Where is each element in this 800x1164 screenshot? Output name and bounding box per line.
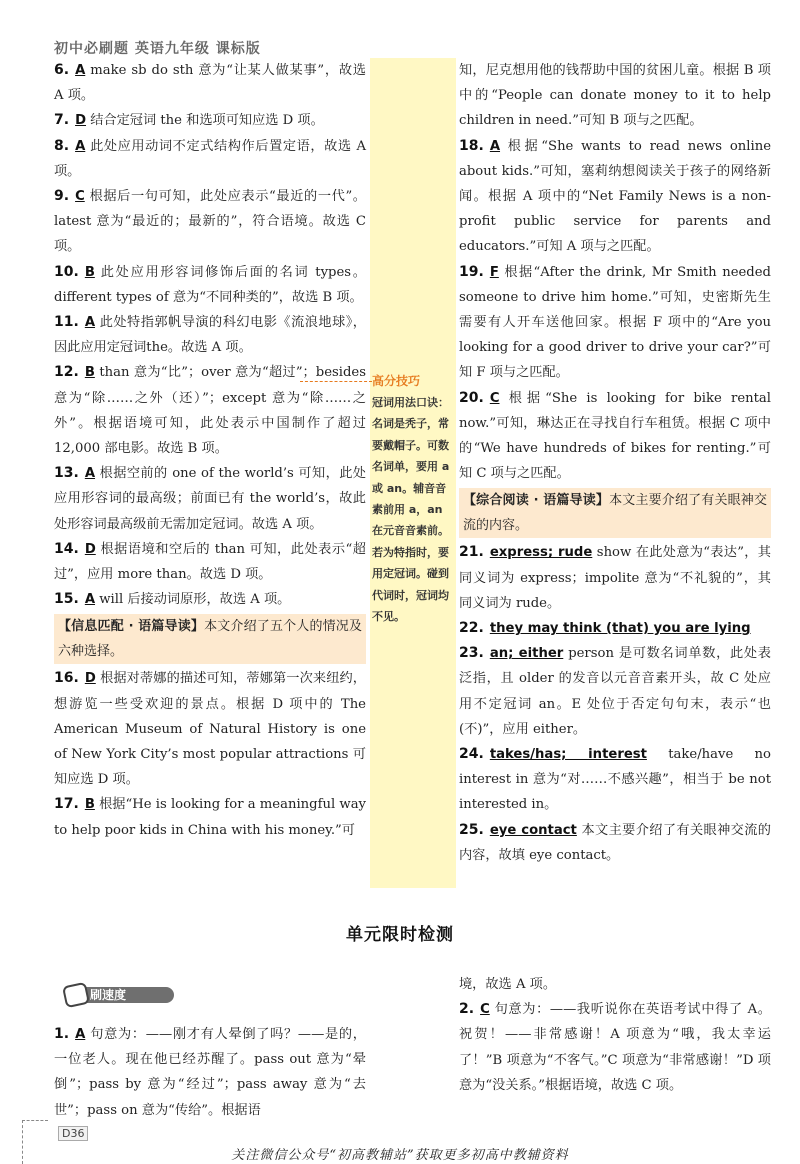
item-explanation: 根据语境和空后的 than 可知，此处表示“超过”，应用 more than。故选 D 项。 [54,541,366,583]
item-answer: A [84,466,96,482]
item-explanation: person 是可数名词单数，此处表泛指，且 older 的发音以元音音素开头，故 C 处应用不定冠词 an。E 处位于否定句句末，表示“也(不)”，应用 either。 [459,646,771,737]
item-answer: express; rude [489,545,593,561]
section-title: 单元限时检测 [346,925,454,945]
item-number: 16. [54,670,79,687]
answer-list [459,540,771,868]
item-explanation: 此处应用动词不定式结构作后置定语，故选 A 项。 [54,138,366,179]
continued-text: 境，故选 A 项。 [459,977,557,992]
item-explanation: than 意为“比”；over 意为“超过”；besides 意为“除……之外（还）”；except 意为“除……之外”。根据语境可知，此处表示中国制作了超过 12,000 部电影。故选 B 项。 [54,365,366,457]
item-answer: D [75,113,87,129]
item-number: 2. [459,1001,475,1018]
answer-item [459,386,771,487]
item-explanation: 根据对蒂娜的描述可知，蒂娜第一次来纽约，想游览一些受欢迎的景点。根据 D 项中的 The American Museum of Natural History is one of New York City’s most popular attractions 可知应选 D 项。 [54,671,366,788]
answer-item [54,108,366,133]
item-answer: A [75,1027,86,1042]
item-answer: A [84,592,96,608]
answer-item [459,997,771,1098]
answer-item [54,666,366,792]
answer-item [54,587,366,612]
item-explanation: 根据“He is looking for a meaningful way to help poor kids in China with his money.”可 [54,797,367,838]
item-explanation: will 后接动词原形，故选 A 项。 [99,592,291,608]
section-header [459,488,771,538]
item-answer: B [84,365,95,381]
continued-text: 知，尼克想用他的钱帮助中国的贫困儿童。根据 B 项中的“People can donate money to it to help children in need.”可知 B 项与之匹配。 [459,63,771,129]
answer-item [459,818,771,868]
item-explanation: 本文主要介绍了有关眼神交流的内容，故填 eye contact。 [459,822,771,863]
item-number: 13. [54,465,79,482]
left-column [54,58,366,843]
bottom-right-column [459,972,771,1098]
item-explanation: 根据“She is looking for bike rental now.”可知，琳达正在寻找自行车租赁。根据 C 项中的“We have hundreds of bikes for renting.”可知 C 项与之匹配。 [459,390,771,482]
answer-item [459,616,771,641]
tip-text: 冠词用法口诀：名词是秃子，常要戴帽子。可数名词单，要用 a 或 an。辅音音素前用 a，an 在元音音素前。若为特指时，要用定冠词。碰到代词时，冠词均不见。 [372,396,450,624]
item-number: 15. [54,591,79,608]
answer-list [459,134,771,487]
section-text: 本文介绍了五个人的情况及六种选择。 [58,619,362,660]
item-answer: eye contact [489,822,577,838]
answer-item [459,134,771,260]
item-answer: A [489,138,501,154]
item-number: 12. [54,364,79,381]
answer-item [54,184,366,260]
item-number: 9. [54,188,70,205]
speed-badge [56,984,174,1006]
item-number: 19. [459,263,484,280]
item-number: 7. [54,112,70,129]
bottom-left-column [54,1022,366,1123]
item-answer: B [84,797,95,813]
page-number: D36 [58,1126,88,1141]
item-number: 6. [54,62,70,78]
item-number: 1. [54,1026,70,1042]
item-number: 11. [54,314,79,331]
answer-item [54,1022,366,1123]
answer-item [54,310,366,360]
item-number: 10. [54,263,79,280]
answer-item [54,461,366,537]
item-explanation: 根据后一句可知，此处应表示“最近的一代”。latest 意为“最近的；最新的”，符合语境。故选 C 项。 [54,189,366,255]
tip-label: 高分技巧 [372,374,421,388]
item-answer: F [489,264,499,280]
item-number: 22. [459,620,484,637]
item-answer: A [75,138,86,154]
item-explanation: 此处应用形容词修饰后面的名词 types。different types of 意为“不同种类的”，故选 B 项。 [54,264,366,305]
pencil-icon [62,982,90,1009]
item-explanation: 句意为：——我听说你在英语考试中得了 A。祝贺！——非常感谢！A 项意为“哦，我太幸运了！”B 项意为“不客气。”C 项意为“非常感谢！”D 项意为“没关系。”根据语境，故选 C 项。 [459,1002,771,1093]
item-number: 14. [54,540,79,557]
badge-label: 刷速度 [90,988,127,1002]
answer-item [459,742,771,818]
item-explanation: take/have no interest in 意为“对……不感兴趣”，相当于 be not interested in。 [459,747,771,813]
item-number: 23. [459,645,484,662]
item-explanation: 句意为：——刚才有人晕倒了吗？——是的，一位老人。现在他已经苏醒了。pass out 意为“晕倒”；pass by 意为“经过”；pass away 意为“去世”；pass on 意为“传给”。根据语 [54,1027,366,1118]
item-explanation: show 在此处意为“表达”，其同义词为 express；impolite 意为“不礼貌的”，其同义词为 rude。 [459,545,771,611]
page-header: 初中必刷题 英语九年级 课标版 [54,41,261,57]
item-explanation: 根据“She wants to read news online about kids.”可知，塞莉纳想阅读关于孩子的网络新闻。根据 A 项中的“Net Family News is a non-profit public service for parents and educators.”可知 A 项与之匹配。 [459,138,771,255]
item-number: 25. [459,821,484,838]
answer-item [459,641,771,742]
item-explanation: 根据“After the drink, Mr Smith needed someone to drive him home.”可知，史密斯先生需要有人开车送他回家。根据 F 项中的“Are you looking for a good driver to drive your car?”可知 F 项与之匹配。 [459,264,771,381]
answer-item [54,260,366,310]
item-answer: C [489,390,500,406]
item-answer: A [84,315,96,331]
answer-item [54,537,366,587]
item-answer: they may think (that) you are lying [489,621,751,637]
item-answer: an; either [489,646,564,662]
answer-item [54,792,366,842]
item-answer: A [75,63,86,78]
item-explanation: 此处特指郭帆导演的科幻电影《流浪地球》，因此应用定冠词the。故选 A 项。 [54,315,366,356]
answer-list [54,666,366,842]
item-answer: D [84,541,96,557]
item-answer: B [84,264,95,280]
item-number: 20. [459,389,484,406]
footer-note: 关注微信公众号“初高教辅站”获取更多初高中教辅资料 [231,1148,569,1163]
answer-item [54,58,366,108]
section-tag: 【信息匹配 · 语篇导读】 [58,619,205,635]
item-answer: D [84,671,96,687]
answer-item [459,540,771,616]
item-number: 21. [459,544,484,561]
item-answer: takes/has; interest [489,747,647,763]
item-number: 8. [54,137,70,154]
section-tag: 【综合阅读 · 语篇导读】 [463,493,610,509]
item-explanation: 根据空前的 one of the world’s 可知，此处应用形容词的最高级；前面已有 the world’s，故此处形容词最高级前无需加定冠词。故选 A 项。 [54,466,366,532]
item-number: 18. [459,137,484,154]
answer-list [54,58,366,612]
item-explanation: 结合定冠词 the 和选项可知应选 D 项。 [90,113,324,129]
item-explanation: make sb do sth 意为“让某人做某事”，故选 A 项。 [54,63,366,104]
answer-item [459,260,771,386]
answer-item [54,134,366,184]
section-header [54,614,366,664]
item-number: 24. [459,746,484,763]
item-number: 17. [54,796,79,813]
answer-item [54,360,366,461]
right-column [459,58,771,868]
item-answer: C [75,189,85,205]
item-answer: C [480,1002,490,1018]
section-text: 本文主要介绍了有关眼神交流的内容。 [463,493,767,534]
